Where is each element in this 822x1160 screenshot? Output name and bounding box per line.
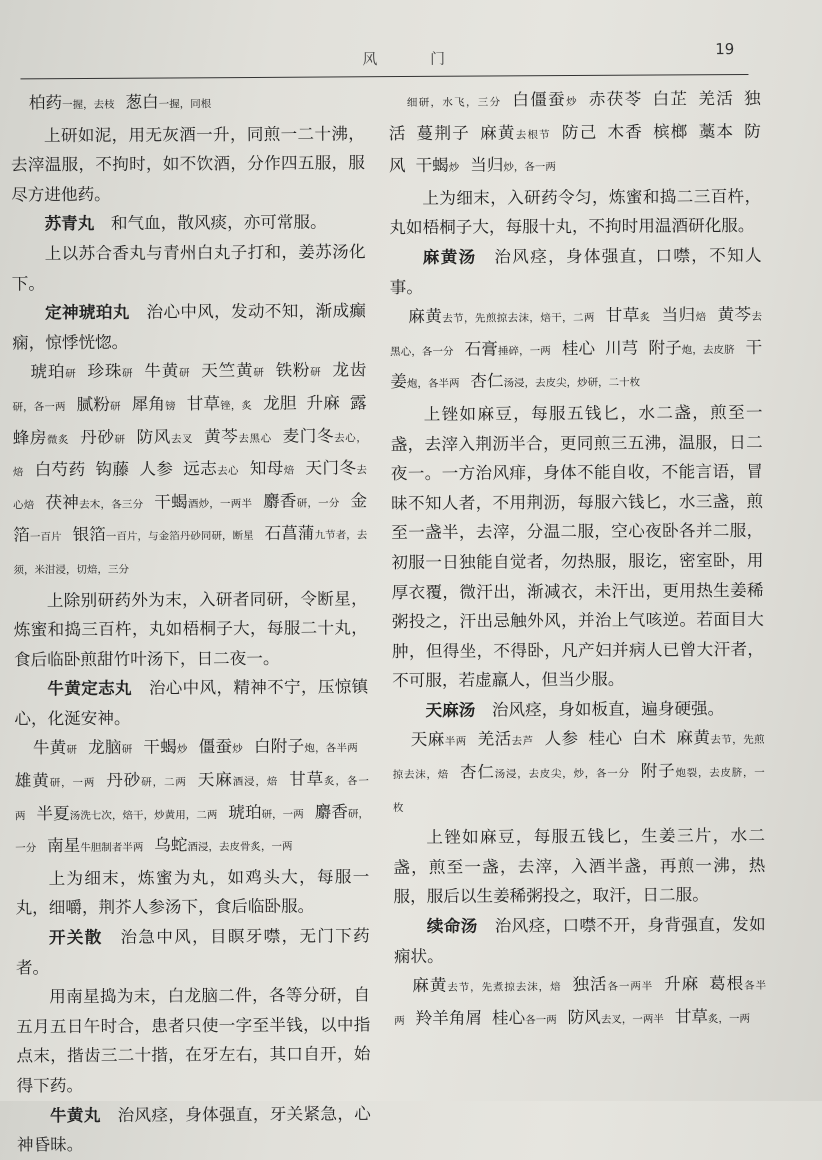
ingredient — [306, 393, 340, 412]
ingredient — [480, 123, 552, 142]
ingredient — [35, 460, 86, 479]
ingredient-note: 锉，炙 — [220, 399, 253, 413]
ingredient-name: 龙齿 — [332, 360, 367, 380]
ingredient-note: 一握，同根 — [158, 98, 212, 111]
ingredient-name: 金箔 — [13, 490, 368, 545]
ingredient-name: 附子 — [640, 761, 676, 781]
ingredient — [568, 1007, 665, 1027]
ingredient-note: 研 — [65, 368, 77, 381]
ingredient-note: 研，二两 — [141, 776, 187, 789]
prescription-indication: 治急中风，目瞑牙噤，无门下药者。 — [15, 926, 370, 978]
ingredient — [77, 395, 122, 414]
ingredient-name: 甘草 — [605, 305, 640, 325]
page-number: 19 — [715, 40, 735, 59]
ingredient-name: 琥珀 — [228, 802, 262, 822]
prescription-heading — [389, 241, 761, 302]
ingredient-name: 藁本 — [698, 121, 735, 141]
ingredient-name: 乌蛇 — [154, 835, 188, 855]
ingredient-name: 防己 — [561, 122, 598, 142]
ingredient — [263, 491, 341, 510]
ingredient — [407, 90, 503, 110]
ingredient-name: 龙脑 — [88, 738, 122, 758]
ingredient-note: 炙，一两 — [707, 1012, 751, 1026]
ingredient-name: 防风 — [388, 121, 761, 176]
ingredient-note: 研 — [179, 367, 191, 380]
ingredient — [36, 803, 218, 823]
ingredient-note: 九节者，去须，米泔浸，切焙，三分 — [13, 529, 368, 577]
ingredient-name: 杏仁 — [459, 762, 495, 782]
ingredient — [47, 836, 144, 856]
ingredient-name: 葛根 — [709, 974, 745, 994]
ingredient-name: 茯神 — [45, 492, 80, 512]
ingredient-name: 石膏 — [464, 339, 498, 359]
ingredient-name: 天麻 — [197, 770, 233, 790]
ingredient — [606, 306, 652, 325]
prescription-heading — [17, 1099, 371, 1160]
ingredient — [72, 524, 254, 544]
ingredient-name: 石菖蒲 — [264, 523, 315, 544]
ingredient-list — [12, 356, 367, 586]
ingredient-note: 各一两 — [525, 1013, 557, 1027]
prescription-title: 牛黄丸 — [49, 1104, 101, 1125]
paragraph: 上锉如麻豆，每服五钱匕，水二盏，煎至一盏，去滓入荆沥半合，更同煎三五沸，温服，日二夜一。一方治风痱，身体不能自收，不能言语，冒昧不知人者，不用荆沥，每服六钱匕，水三盏，煎至一盏半，去滓，分温二服，空心夜卧各并二服，初服一日独能自觉者，勿热服，服讫，密室卧，用厚衣覆，微汗出，渐减衣，未汗出，更用热生姜稀粥投之，汗出忌触外风，并治上气咳逆。若面目大肿，但得坐，不得卧，凡产妇并病人已曾大汗者，不可服，若虚羸人，但当少服。 — [390, 402, 765, 691]
ingredient — [605, 338, 638, 357]
ingredient — [183, 459, 240, 478]
ingredient-note: 炒 — [448, 161, 460, 174]
ingredient — [87, 362, 134, 381]
ingredient-note: 去叉 — [170, 432, 194, 446]
ingredient — [45, 492, 144, 512]
ingredient — [632, 729, 666, 748]
ingredient-name: 龙胆 — [263, 393, 297, 413]
ingredient — [544, 729, 578, 748]
ingredient-note: 酒炒，一两半 — [187, 497, 253, 511]
ingredient-note: 研 — [122, 368, 134, 381]
ingredient-note: 炒 — [232, 743, 244, 756]
ingredient — [460, 762, 631, 782]
ingredient-note: 去根节 — [515, 128, 551, 141]
ingredient-name: 川芎 — [605, 338, 639, 358]
page-header — [20, 34, 748, 79]
ingredient-name: 麻黄 — [412, 976, 448, 996]
ingredient — [143, 738, 188, 757]
ingredient-name: 柏药 — [28, 93, 63, 113]
ingredient — [416, 156, 461, 175]
ingredient — [465, 339, 552, 359]
ingredient-name: 升麻 — [664, 974, 700, 994]
ingredient-name: 干姜 — [390, 337, 763, 392]
ingredient-name: 麻黄 — [479, 122, 516, 143]
ingredient-note: 各一两半 — [607, 980, 654, 994]
ingredient-name: 甘草 — [186, 394, 221, 414]
ingredient-note: 捶碎，一两 — [497, 344, 551, 358]
prescription-title: 牛黄定志丸 — [47, 677, 132, 699]
prescription-heading — [12, 296, 366, 357]
ingredient-note: 炒，各一两 — [503, 161, 556, 174]
ingredient — [125, 92, 212, 112]
ingredient-note: 炒 — [566, 95, 578, 109]
ingredient-name: 雄黄 — [14, 771, 50, 791]
ingredient — [416, 1008, 482, 1027]
prescription-title: 麻黄汤 — [422, 246, 477, 267]
ingredient-note: 一百片，与金箔丹砂同研，断星 — [105, 530, 254, 544]
ingredient-note: 研，各一两 — [12, 401, 66, 414]
ingredient — [589, 90, 643, 109]
left-column — [11, 86, 372, 1160]
ingredient — [263, 394, 297, 413]
ingredient-name: 丹砂 — [80, 427, 115, 447]
ingredient-note: 微炙 — [47, 433, 70, 446]
ingredient-name: 知母 — [249, 458, 284, 479]
ingredient — [675, 1007, 751, 1026]
ingredient-name: 蔓荆子 — [416, 123, 471, 143]
paragraph: 上为细末，炼蜜为丸，如鸡头大，每服一丸，细嚼，荆芥人参汤下，食后临卧服。 — [15, 867, 370, 918]
ingredient-name: 甘草 — [289, 769, 325, 789]
ingredient-name: 南星 — [47, 836, 81, 856]
ingredient-name: 防风 — [567, 1007, 601, 1027]
paragraph: 上锉如麻豆，每服五钱匕，生姜三片，水二盏，煎至一盏，去滓，入酒半盏，再煎一沸，热服，服后以生姜稀粥投之，取汗，日二服。 — [393, 826, 766, 907]
ingredient — [204, 426, 273, 445]
ingredient — [664, 974, 699, 993]
ingredient-note: 研，一分 — [15, 807, 370, 855]
ingredient — [95, 460, 129, 479]
ingredient-name: 麦门冬 — [282, 426, 335, 446]
ingredient-note: 去叉，一两半 — [600, 1013, 664, 1026]
ingredient-name: 独活 — [388, 88, 761, 143]
ingredient-name: 白僵蚕 — [512, 90, 567, 110]
ingredient-name: 钩藤 — [95, 459, 130, 480]
ingredient-name: 麻黄 — [676, 728, 711, 748]
prescription-title: 苏青丸 — [44, 213, 95, 234]
prescription-heading — [11, 208, 365, 240]
ingredient — [154, 835, 293, 855]
prescription-title: 定神琥珀丸 — [45, 301, 130, 323]
ingredient-name: 葱白 — [125, 92, 159, 112]
ingredient-note: 研 — [310, 366, 322, 379]
ingredient-note: 研，一两 — [261, 808, 304, 821]
ingredient-note: 细研，水飞，三分 — [406, 96, 502, 110]
ingredient-name: 干蝎 — [415, 155, 449, 176]
ingredient-note: 去木，各三分 — [79, 498, 144, 511]
ingredient-name: 甘草 — [674, 1007, 709, 1027]
ingredient-note: 去黑心，各一分 — [390, 311, 763, 358]
ingredient — [275, 361, 322, 380]
ingredient-name: 白附子 — [253, 737, 305, 757]
ingredient-name: 天竺黄 — [201, 361, 254, 381]
ingredient-note: 去节，先煎掠去沫，焙 — [392, 734, 765, 782]
ingredient — [412, 975, 562, 995]
ingredient — [562, 339, 595, 358]
ingredient-name: 黄芩 — [203, 426, 239, 446]
ingredient — [201, 361, 265, 380]
ingredient — [144, 362, 191, 381]
ingredient — [662, 305, 708, 324]
ingredient — [411, 730, 468, 749]
ingredient-name: 桂心 — [588, 729, 623, 749]
ingredient-note: 研 — [121, 744, 133, 757]
ingredient-name: 半夏 — [36, 803, 70, 823]
ingredient-list — [392, 723, 765, 823]
ingredient — [254, 737, 359, 757]
prescription-indication: 治心中风，精神不宁，压惊镇心，化涎安神。 — [14, 677, 369, 729]
ingredient-name: 羌活 — [698, 89, 735, 109]
ingredient-name: 木香 — [607, 122, 644, 142]
paragraph: 用南星捣为末，白龙脑二件，各等分研，自五月五日午时合，患者只使一字至半钱，以中指点末，揩齿三二十揩，在牙左右，其口自开，始得下药。 — [16, 985, 371, 1096]
ingredient-name: 人参 — [544, 729, 579, 749]
ingredient-note: 各半两 — [394, 980, 767, 1027]
ingredient-name: 天麻 — [410, 730, 445, 750]
ingredient-note: 研 — [253, 367, 265, 380]
paragraph: 上为细末，入研药令匀，炼蜜和捣二三百杵，丸如梧桐子大，每服十丸，不拘时用温酒研化服。 — [389, 186, 762, 238]
prescription-heading — [394, 910, 766, 971]
ingredient — [699, 122, 735, 141]
ingredient-name: 铁粉 — [275, 360, 311, 381]
ingredient-note: 去节，先煎掠去沫，焙干，二两 — [442, 312, 595, 325]
ingredient — [139, 460, 173, 479]
ingredient-name: 露蜂房 — [12, 393, 367, 447]
ingredient-name: 独活 — [572, 975, 608, 995]
ingredient-note: 去黑心 — [238, 432, 272, 445]
ingredient-note: 炙，各一两 — [14, 775, 369, 823]
ingredient-note: 炮，各半两 — [406, 378, 460, 391]
ingredient-name: 当归 — [470, 155, 504, 175]
ingredient-name: 当归 — [661, 305, 696, 325]
ingredient — [470, 371, 641, 391]
prescription-indication: 治心中风，发动不知，渐成癫痫，惊悸恍惚。 — [12, 301, 366, 353]
prescription-indication: 治风痉，口噤不开，身背强直，发如痫状。 — [393, 914, 766, 966]
prescription-indication: 治风痉，身如板直，遍身硬强。 — [491, 698, 725, 720]
ingredient — [198, 770, 280, 789]
ingredient-note: 研，一两 — [49, 777, 96, 790]
ingredient-name: 琥珀 — [30, 362, 66, 382]
right-column — [389, 84, 767, 1037]
ingredient-name: 白术 — [632, 728, 667, 749]
ingredient-list — [394, 969, 766, 1036]
ingredient-note: 去芦 — [511, 735, 534, 748]
ingredient-note: 炙 — [639, 311, 651, 324]
ingredient — [588, 729, 622, 748]
ingredient — [607, 122, 643, 141]
ingredient — [80, 427, 127, 446]
ingredient-note: 炒 — [176, 743, 188, 756]
ingredient-name: 干蝎 — [154, 492, 188, 512]
ingredient — [154, 492, 253, 512]
ingredient — [492, 1008, 558, 1027]
ingredient-name: 丹砂 — [106, 770, 142, 790]
ingredient-note: 去心，焙 — [12, 431, 367, 479]
ingredient-name: 赤茯苓 — [588, 89, 643, 109]
ingredient — [478, 730, 535, 749]
ingredient — [512, 90, 579, 109]
ingredient-name: 白芷 — [652, 89, 689, 109]
ingredient — [470, 155, 557, 175]
ingredient-note: 半两 — [444, 736, 467, 749]
ingredient-name: 桂心 — [491, 1008, 526, 1028]
ingredient-name: 升麻 — [306, 393, 341, 413]
ingredient-name: 白芍药 — [34, 460, 86, 480]
ingredient-note: 研 — [110, 400, 121, 413]
ingredient — [653, 122, 689, 141]
ingredient-note: 炮，各半两 — [304, 742, 358, 756]
ingredient — [572, 975, 654, 994]
ingredient-name: 珍珠 — [87, 362, 123, 382]
ingredient-note: 一握，去枝 — [62, 98, 115, 112]
ingredient — [562, 122, 598, 141]
ingredient-note: 汤浸，去皮尖，炒，各一分 — [494, 767, 630, 781]
ingredient — [417, 123, 471, 142]
ingredient-list — [389, 84, 762, 184]
ingredient-note: 去节，先煮掠去沫，焙 — [447, 981, 562, 995]
paragraph: 上除别研药外为末，入研者同研，令断星，炼蜜和捣三百杵，丸如梧桐子大，每服二十丸，食后临卧煎甜竹叶汤下，日二夜一。 — [13, 588, 368, 670]
ingredient-name: 牛黄 — [32, 738, 67, 758]
ingredient-name: 人参 — [139, 459, 174, 479]
ingredient — [187, 394, 254, 413]
ingredient-note: 研 — [66, 744, 78, 757]
prescription-heading — [16, 921, 370, 982]
ingredient — [228, 802, 305, 821]
ingredient — [199, 738, 244, 757]
ingredient-list — [390, 300, 763, 400]
ingredient-note: 去心 — [217, 465, 239, 478]
ingredient — [136, 427, 194, 446]
ingredient — [652, 89, 688, 108]
prescription-indication: 治风痉，身体强直，口噤，不知人事。 — [389, 245, 762, 297]
ingredient-note: 炮，去皮脐 — [681, 343, 735, 357]
ingredient-name: 银箔 — [72, 525, 106, 545]
ingredient-name: 远志 — [183, 459, 218, 479]
ingredient-list — [11, 86, 365, 121]
ingredient-name: 羌活 — [477, 729, 512, 750]
ingredient-list — [14, 732, 369, 865]
section-title: 风 门 — [362, 49, 470, 69]
ingredient-name: 天门冬 — [305, 458, 357, 478]
ingredient-note: 酒浸，焙 — [232, 775, 279, 789]
ingredient-name: 杏仁 — [470, 371, 504, 391]
ingredient — [408, 306, 596, 326]
ingredient-name: 羚羊角屑 — [415, 1008, 483, 1028]
ingredient-note: 研，一分 — [296, 497, 340, 510]
prescription-indication: 和气血，散风痰，亦可常服。 — [110, 212, 327, 234]
ingredient — [132, 394, 177, 413]
ingredient-name: 麻黄 — [408, 306, 443, 327]
paragraph: 上以苏合香丸与青州白丸子打和，姜苏汤化下。 — [11, 242, 366, 294]
ingredient-note: 焙 — [283, 464, 295, 477]
ingredient-name: 附子 — [648, 338, 682, 358]
ingredient — [29, 93, 116, 113]
ingredient-note: 汤洗七次，焙干，炒黄用，二两 — [69, 808, 218, 822]
ingredient-name: 槟榔 — [653, 121, 689, 142]
prescription-indication: 治风痉，身体强直，牙关紧急，心神昏昧。 — [16, 1103, 371, 1155]
ingredient — [88, 738, 133, 757]
ingredient-note: 酒浸，去皮骨炙，一两 — [187, 840, 293, 854]
ingredient — [648, 338, 735, 358]
ingredient-note: 镑 — [165, 400, 176, 413]
ingredient — [698, 89, 734, 108]
prescription-title: 开关散 — [48, 926, 103, 948]
ingredient-name: 麝香 — [263, 491, 297, 511]
ingredient-note: 牛胆制者半两 — [80, 841, 144, 855]
ingredient-note: 去心焙 — [13, 464, 367, 512]
prescription-title: 续命汤 — [426, 915, 478, 936]
ingredient-name: 僵蚕 — [198, 737, 233, 757]
ingredient-note: 汤浸，去皮尖，炒研，二十枚 — [503, 376, 641, 390]
ingredient-name: 腻粉 — [76, 394, 111, 414]
ingredient-note: 一百片 — [29, 531, 62, 544]
prescription-heading — [392, 694, 764, 726]
prescription-heading — [14, 673, 368, 734]
ingredient-name: 防风 — [136, 427, 171, 447]
paragraph: 上研如泥，用无灰酒一升，同煎一二十沸，去滓温服，不拘时，如不饮酒，分作四五服，服尽方进他药。 — [10, 123, 366, 205]
ingredient-name: 黄芩 — [717, 305, 752, 325]
ingredient-name: 桂心 — [561, 338, 596, 358]
ingredient — [30, 362, 77, 381]
ingredient-name: 犀角 — [131, 394, 166, 414]
ingredient — [250, 459, 296, 478]
ingredient-name: 麝香 — [314, 802, 349, 822]
ingredient-note: 焙 — [695, 311, 707, 324]
ingredient-note: 炮裂，去皮脐，一枚 — [392, 766, 765, 814]
ingredient — [106, 770, 188, 789]
prescription-title: 天麻汤 — [425, 699, 476, 720]
ingredient — [33, 739, 78, 758]
ingredient-name: 牛黄 — [144, 361, 180, 381]
ingredient — [15, 771, 97, 790]
ingredient-note: 研 — [114, 433, 126, 446]
ingredient-name: 干蝎 — [143, 737, 178, 758]
